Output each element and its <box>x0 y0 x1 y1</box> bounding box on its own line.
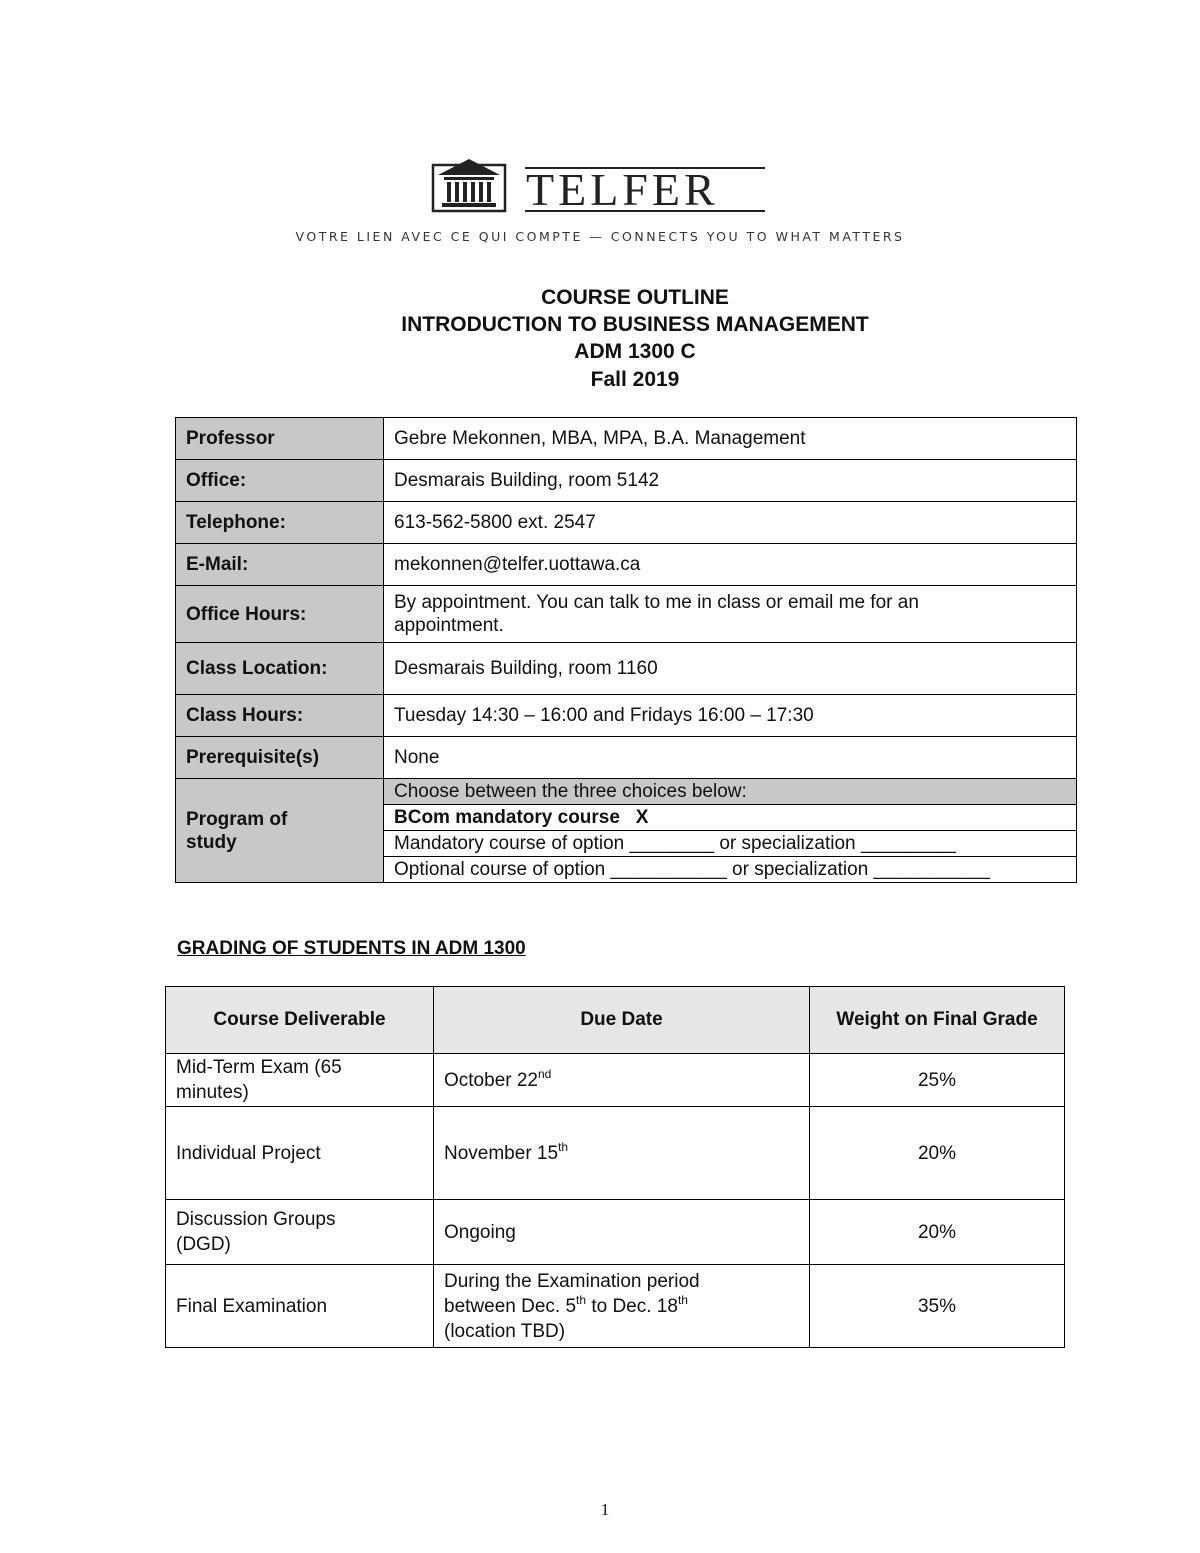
info-row-class-hours <box>176 695 1077 737</box>
table-row <box>166 1107 1065 1200</box>
deliverable-cell: Individual Project <box>166 1107 434 1200</box>
course-code: ADM 1300 C <box>574 340 696 363</box>
telephone-value: 613-562-5800 ext. 2547 <box>384 502 1077 544</box>
program-choice-bcom: BCom mandatory course X <box>384 805 1076 831</box>
course-name: INTRODUCTION TO BUSINESS MANAGEMENT <box>401 313 869 336</box>
program-choices-header: Choose between the three choices below: <box>384 779 1076 805</box>
info-row-program <box>176 779 1077 883</box>
column-header-weight: Weight on Final Grade <box>810 987 1065 1054</box>
office-value: Desmarais Building, room 5142 <box>384 460 1077 502</box>
deliverable-cell: Mid-Term Exam (65 minutes) <box>166 1054 434 1107</box>
weight-cell: 25% <box>810 1054 1065 1107</box>
course-info-table <box>175 417 1077 883</box>
professor-label: Professor <box>176 418 384 460</box>
page-title: COURSE OUTLINE <box>541 286 729 309</box>
program-choice-mandatory-option: Mandatory course of option ________ or specialization _________ <box>384 831 1076 857</box>
weight-cell: 20% <box>810 1200 1065 1265</box>
grading-table <box>165 986 1065 1348</box>
office-hours-value: By appointment. You can talk to me in class or email me for an appointment. <box>384 586 1077 643</box>
telephone-label: Telephone: <box>176 502 384 544</box>
column-header-deliverable: Course Deliverable <box>166 987 434 1054</box>
professor-value: Gebre Mekonnen, MBA, MPA, B.A. Management <box>384 418 1077 460</box>
building-icon <box>433 159 505 211</box>
grading-heading: GRADING OF STUDENTS IN ADM 1300 <box>177 938 526 959</box>
logo-tagline: VOTRE LIEN AVEC CE QUI COMPTE — CONNECTS YOU TO WHAT MATTERS <box>295 229 905 244</box>
due-date-cell: October 22nd <box>434 1054 810 1107</box>
due-date-cell: During the Examination period between Dec. 5th to Dec. 18th (location TBD) <box>434 1265 810 1348</box>
page-number: 1 <box>600 1500 610 1519</box>
table-row <box>166 1200 1065 1265</box>
due-date-cell: November 15th <box>434 1107 810 1200</box>
weight-cell: 20% <box>810 1107 1065 1200</box>
class-location-value: Desmarais Building, room 1160 <box>384 643 1077 695</box>
deliverable-cell: Discussion Groups (DGD) <box>166 1200 434 1265</box>
info-row-prerequisites <box>176 737 1077 779</box>
info-row-email <box>176 544 1077 586</box>
prerequisites-label: Prerequisite(s) <box>176 737 384 779</box>
deliverable-cell: Final Examination <box>166 1265 434 1348</box>
class-location-label: Class Location: <box>176 643 384 695</box>
table-row <box>166 1265 1065 1348</box>
program-label: Program of study <box>176 779 384 883</box>
office-hours-label: Office Hours: <box>176 586 384 643</box>
office-label: Office: <box>176 460 384 502</box>
telfer-logo <box>430 155 770 217</box>
info-row-office-hours <box>176 586 1077 643</box>
due-date-cell: Ongoing <box>434 1200 810 1265</box>
grading-header-row <box>166 987 1065 1054</box>
info-row-class-location <box>176 643 1077 695</box>
program-choice-optional-option: Optional course of option ___________ or specialization ___________ <box>394 859 990 880</box>
column-header-due-date: Due Date <box>434 987 810 1054</box>
info-row-professor <box>176 418 1077 460</box>
prerequisites-value: None <box>384 737 1077 779</box>
term: Fall 2019 <box>590 368 680 391</box>
program-choices <box>384 779 1077 883</box>
info-row-telephone <box>176 502 1077 544</box>
info-row-office <box>176 460 1077 502</box>
email-value[interactable]: mekonnen@telfer.uottawa.ca <box>384 544 1077 586</box>
email-label: E-Mail: <box>176 544 384 586</box>
class-hours-value: Tuesday 14:30 – 16:00 and Fridays 16:00 – 17:30 <box>384 695 1077 737</box>
weight-cell: 35% <box>810 1265 1065 1348</box>
class-hours-label: Class Hours: <box>176 695 384 737</box>
table-row <box>166 1054 1065 1107</box>
logo-wordmark: TELFER <box>526 164 719 215</box>
